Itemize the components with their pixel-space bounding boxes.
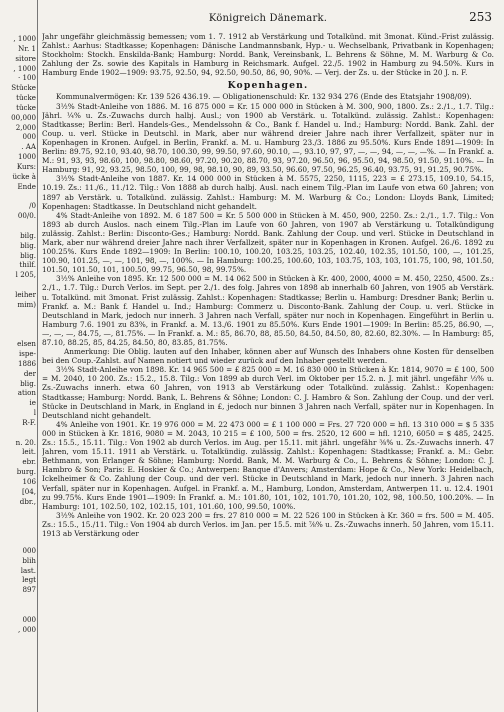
page-header [42, 10, 494, 26]
margin-fragment: legt [22, 575, 36, 585]
margin-fragment: . AA [21, 142, 36, 152]
loan-paragraph-1887: 3½% Stadt-Anleihe von 1887. Kr. 14 000 000 in Stücken à M. 5575, 2250, 1115, 223 = £ 273.15, 109.10, 54.15, 10.19. Zs.: 11./6., 11./12. Tilg.: Von 1888 ab durch halbj. Ausl. nach einem Tilg.-Plan im Laufe von etwa 60 Jahren; von 1897 ab Verstärk. u. Totalkünd. zulässig. Zahlst.: Hamburg: M. M. Warburg & Co.; London: Lloyds Bank, Limited; Kopenhagen: Stadtkasse. In Deutschland nicht gehandelt. [42, 174, 494, 211]
margin-fragment [0, 516, 36, 526]
loan-paragraph-1902: 3½% Anleihe von 1902. Kr. 20 023 200 = frs. 27 810 000 = M. 22 526 100 in Stücken à Kr. 360 = frs. 500 = M. 405. Zs.: 15.5., 15./11. Tilg.: Von 1904 ab durch Verlos. im Jan. per 15.5. mit ⅞% u. Zs.-Zuwachs innerh. 50 Jahren, vom 15.11. 1913 ab Verstärkung oder [42, 510, 494, 538]
margin-fragment: ebr. [22, 457, 36, 467]
margin-fragment [0, 428, 36, 438]
margin-fragment: ation [17, 388, 36, 398]
loan-paragraph-1886: 3½% Stadt-Anleihe von 1886. M. 16 875 000 = Kr. 15 000 000 in Stücken à M. 300, 900, 1800. Zs.: 2./1., 1.7. Tilg.: Jährl. ¼% u. Zs.-Zuwachs durch halbj. Ausl.; von 1900 ab Verstärk. u. Totalkünd. zulässig. Zahlst.: Kopenhagen: Stadtkasse; Berlin: Berl. Handels-Ges., Mendelssohn & Co., Bank f. Handel u. Ind.; Hamburg: Nordd. Bank. Zahl. der Coup. u. verl. Stücke in Deutschl. in Mark, aber nur während dreier Jahre nach ihrer Verfallzeit, später nur in Kopenhagen in Kronen. Aufgel. in Berlin, Frankf. a. M. u. Hamburg 23./3. 1886 zu 95.50%. Kurs Ende 1891—1909: In Berlin: 89.75, 92.10, 93.40, 98.70, 100.30, 99, 99.50, 97.60, 90.10, —, 93.10, 97, 97, —, —, 94, —, —, —%. — In Frankf. a. M.: 91, 93, 93, 98.60, 100, 98.80, 98.60, 97.20, 90.20, 88.70, 93, 97.20, 96.50, 96, 95.50, 94, 98.50, 91.50, 91.10%. — In Hamburg: 91, 92, 93.25, 98.50, 100, 99, 98, 98.10, 90, 89, 93.50, 96.60, 97.50, 96.25, 96.40, 93.75, 91, 91.25, 90.75%. [42, 101, 494, 175]
margin-fragment [0, 329, 36, 339]
margin-fragment: tücke [16, 93, 36, 103]
margin-fragment: Stücke [11, 83, 36, 93]
margin-fragment [0, 684, 36, 694]
margin-fragment: ie [29, 398, 36, 408]
margin-fragment: n. 20. [15, 437, 36, 447]
margin-fragment: elsen [17, 339, 36, 349]
budget-paragraph: Kommunalvermögen: Kr. 139 526 436.19. — Obligationenschuld: Kr. 132 934 276 (Ende des Etatsjahr 1908/09). [56, 92, 472, 102]
margin-fragment: 2,000 [15, 122, 36, 132]
margin-fragment: leit. [22, 447, 36, 457]
margin-fragment: mim) [17, 299, 36, 309]
margin-fragment [0, 280, 36, 290]
margin-fragment: 00/0. [17, 211, 36, 221]
margin-fragment: leiher [15, 289, 36, 299]
loan-paragraph-1892: 4% Stadt-Anleihe von 1892. M. 6 187 500 = Kr. 5 500 000 in Stücken à M. 450, 900, 2250. Zs.: 2./1., 1.7. Tilg.: Von 1893 ab durch Auslos. nach einem Tilg.-Plan im Laufe von 60 Jahren, von 1907 ab Verstärkung u. Totalkündigung zulässig. Zahlst.: Berlin: Disconto-Ges.; Hamburg: Nordd. Bank. Zahlung der Coup. und verl. Stücke in Deutschland in Mark, aber nur während dreier Jahre nach ihrer Verfallzeit, später nur in Kopenhagen in Kronen. Aufgel. 26./6. 1892 zu 100.25%. Kurs Ende 1892—1909: In Berlin: 100.10, 100.20, 103.25, 103.25, 102.40, 102.35, 101.50, 100, —, 101.25, 100.90, 101.25, —, —, 101, 98, —, 100%. — In Hamburg: 100.25, 100.60, 103, 103.75, 103, 103, 101.75, 100, 98, 101.50, 101.50, 101.50, 101, 100.50, 99.75, 96.50, 98, 99.75%. [42, 210, 494, 275]
margin-fragment: ispe- [18, 349, 36, 358]
note-paragraph: Anmerkung: Die Oblig. lauten auf den Inhaber, können aber auf Wunsch des Inhabers ohne Kosten für denselben bei den Coup.-Zahlst. auf Namen notiert und wieder zurück auf den Inhaber gestellt werden. [42, 347, 494, 366]
loan-paragraph-1901: 4% Anleihe von 1901. Kr. 19 976 000 = M. 22 473 000 = £ 1 100 000 = Frs. 27 720 000 = hfl. 13 310 000 = $ 5 335 000 in Stücken à Kr. 1816, 9080 = M. 2043, 10 215 = £ 100, 500 = frs. 2520, 12 600 = hfl. 1210, 6050 = $ 485, 2425. Zs.: 15.5., 15.11. Tilg.: Von 1902 ab durch Verlos. im Aug. per 15.11. mit jährl. ungefähr ⅜% u. Zs.-Zuwachs innerh. 47 Jahren, vom 15.11. 1911 ab Verstärk. u. Totalkündig. zulässig. Zahlst.: Kopenhagen: Stadtkasse; Frankf. a. M.: Gebr. Bethmann, von Erlanger & Söhne; Hamburg: Nordd. Bank, M. M. Warburg & Co., L. Behrens & Söhne; London: C. J. Hambro & Son; Paris: E. Hoskier & Co.; Antwerpen: Banque d'Anvers; Amsterdam: Hope & Co., New York: Heidelbach, Ickelheimer & Co. Zahlung der Coup. und der verl. Stücke in Deutschland in Mark, jedoch nur innerh. 3 Jahren nach Verfall, später nur in Kopenhagen. Aufgel. in Frankf. a. M., Hamburg, London, Amsterdam, Antwerpen 11. u. 12.4. 1901 zu 99.75%. Kurs Ende 1901—1909: In Frankf. a. M.: 101.80, 101, 102, 101.70, 101.20, 102, 98, 100.50, 100.20%. — In Hamburg: 101, 102.50, 102, 102.15, 101, 101.60, 100, 99.50, 100%. [42, 419, 494, 511]
margin-fragment: last. [20, 565, 36, 575]
margin-fragment [0, 644, 36, 654]
margin-fragment [0, 595, 36, 605]
margin-fragment: , 1000 [13, 34, 36, 43]
left-margin-column [0, 34, 36, 712]
margin-fragment [0, 221, 36, 231]
margin-fragment: 1886 [17, 358, 36, 368]
margin-fragment [0, 654, 36, 664]
margin-fragment: , 000 [17, 624, 36, 634]
margin-fragment: , 1000 [13, 63, 36, 73]
margin-fragment [0, 319, 36, 329]
page-number: 253 [469, 10, 492, 24]
margin-fragment: [04, [21, 486, 36, 496]
margin-fragment [0, 703, 36, 712]
section-title: Kopenhagen. [227, 80, 309, 92]
margin-fragment: blig. [20, 378, 36, 388]
margin-fragment: 000 [22, 132, 36, 142]
margin-fragment: l 205, [15, 270, 36, 280]
margin-fragment: R-F. [22, 417, 36, 427]
intro-paragraph: Jahr ungefähr gleichmässig bemessen; vom 1. 7. 1912 ab Verstärkung und Totalkünd. mit 3monat. Künd.-Frist zulässig. Zahlst.: Aarhus: Stadtkasse; Kopenhagen: Dänische Landmannsbank, Hyp.- u. Wechselbank, Privatbank in Kopenhagen; Stockholm: Stockh. Enskilda-Bank; Hamburg: Nordd. Bank, Vereinsbank, L. Behrens & Söhne, M. M. Warburg & Co. Zahlung der Zs. sowie des Kapitals in Hamburg in Reichsmark. Aufgel. 22./5. 1902 in Hamburg zu 94.50%. Kurs in Hamburg Ende 1902—1909: 93.75, 92.50, 94, 92.50, 90.50, 86, 90, 90%. — Verj. der Zs. u. der Stücke in 20 J. n. F. [42, 32, 494, 78]
margin-fragment: der [23, 368, 36, 378]
margin-fragment [0, 634, 36, 644]
margin-fragment: 106 [22, 476, 36, 486]
margin-fragment: l [33, 408, 36, 418]
column-rule [37, 0, 38, 712]
main-text [42, 32, 494, 708]
margin-fragment: 897 [22, 585, 36, 595]
margin-fragment [0, 664, 36, 674]
margin-fragment [0, 526, 36, 536]
margin-fragment: 000 [22, 614, 36, 624]
margin-fragment [0, 605, 36, 615]
margin-fragment [0, 192, 36, 202]
margin-fragment: 00,000 [11, 112, 36, 122]
margin-fragment: dbr., [19, 496, 36, 506]
margin-fragment [0, 310, 36, 320]
margin-fragment: blig. [20, 240, 36, 250]
margin-fragment: Kurs: [16, 161, 36, 171]
margin-fragment: burg. [16, 467, 36, 477]
loan-paragraph-1895: 3½% Anleihe von 1895. Kr. 12 500 000 = M. 14 062 500 in Stücken à Kr. 400, 2000, 4000 = M. 450, 2250, 4500. Zs.: 2./1., 1.7. Tilg.: Durch Verlos. im Sept. per 2./1. des folg. Jahres von 1898 ab innerhalb 60 Jahren, von 1905 ab Verstärk. u. Totalkünd. mit 3monat. Frist zulässig. Zahlst.: Kopenhagen: Stadtkasse; Berlin u. Hamburg: Dresdner Bank; Berlin u. Frankf. a. M.: Bank f. Handel u. Ind.; Hamburg: Commerz u. Disconto-Bank. Zahlung der Coup. u. verl. Stücke in Deutschland in Mark, jedoch nur innerh. 3 Jahren nach Verfall, später nur noch in Kopenhagen. Eingeführt in Berlin u. Hamburg 7.6. 1901 zu 83%, in Frankf. a. M. 13./6. 1901 zu 85.50%. Kurs Ende 1901—1909: In Berlin: 85.25, 86.90, —, —, —, —, 84.75, —, 81.75%. — In Frankf. a. M.: 85, 86.70, 88, 85.50, 84.50, 84.50, 80, 82.60, 82.30%. — In Hamburg: 85, 87.10, 88.25, 85, 84.25, 84.50, 80, 83.85, 81.75%. [42, 274, 494, 347]
margin-fragment [0, 536, 36, 546]
margin-fragment: blig. [20, 250, 36, 260]
loan-paragraph-1898: 3½% Stadt-Anleihe von 1898. Kr. 14 965 500 = £ 825 000 = M. 16 830 000 in Stücken à Kr. 1814, 9070 = £ 100, 500 = M. 2040, 10 200. Zs.: 15.2., 15.8. Tilg.: Von 1899 ab durch Verl. im Oktober per 15.2. n. J. mit jährl. ungefähr ⅓% u. Zs.-Zuwachs innerh. etwa 60 Jahren, von 1913 ab Verstärkung oder Totalkünd. zulässig. Zahlst.: Kopenhagen: Stadtkasse; Hamburg: Nordd. Bank, L. Behrens & Söhne; London: C. J. Hambro & Son. Zahlung der Coup. und der verl. Stücke in Deutschland in Mark, in England in £, jedoch nur binnen 3 Jahren nach Verfall, später nur in Kopenhagen. In Deutschland nicht gehandelt. [42, 365, 494, 420]
margin-fragment [0, 694, 36, 704]
margin-fragment: sitore [15, 53, 36, 63]
margin-fragment: · 100 [17, 73, 36, 83]
margin-fragment: Nr. 1 [18, 43, 36, 53]
running-title: Königreich Dänemark. [208, 13, 328, 24]
margin-fragment: ücke à [12, 171, 36, 181]
margin-fragment: 1000 [17, 152, 36, 162]
margin-fragment: /0 [29, 201, 36, 211]
margin-fragment: thilf. [19, 260, 36, 270]
margin-fragment [0, 674, 36, 684]
margin-fragment [0, 507, 36, 517]
margin-fragment: 000 [22, 545, 36, 555]
margin-fragment: bilg. [20, 230, 36, 240]
margin-fragment: Ende [17, 181, 36, 191]
margin-fragment: blih [22, 555, 36, 565]
margin-fragment: tücke [16, 102, 36, 112]
